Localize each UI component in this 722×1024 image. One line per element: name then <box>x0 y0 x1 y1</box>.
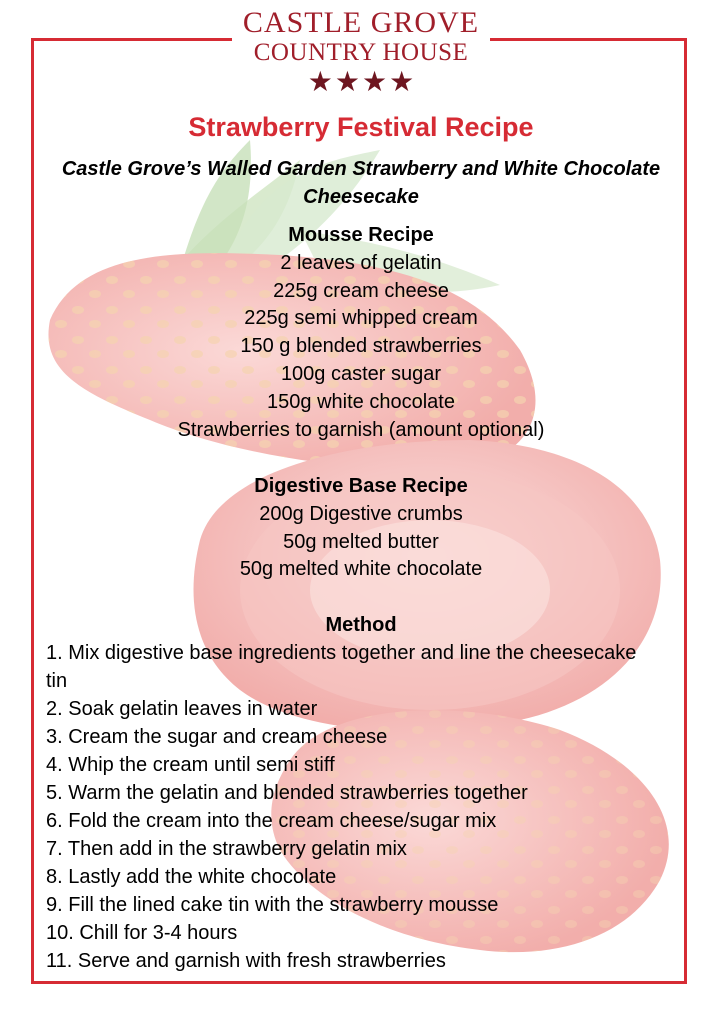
method-step: 7. Then add in the strawberry gelatin mix <box>46 838 407 860</box>
method-step: 6. Fold the cream into the cream cheese/sugar mix <box>46 810 497 832</box>
star-icon: ★ <box>307 66 333 97</box>
castle-grove-logo <box>232 4 490 96</box>
ingredient-item: 225g semi whipped cream <box>244 307 478 330</box>
method-section <box>0 611 722 975</box>
digestive-base-section <box>0 473 722 584</box>
method-step: 9. Fill the lined cake tin with the strawberry mousse <box>46 894 499 916</box>
mousse-heading: Mousse Recipe <box>288 224 434 246</box>
recipe-name: Castle Grove’s Walled Garden Strawberry and White Chocolate Cheesecake <box>61 158 661 208</box>
method-step: 4. Whip the cream until semi stiff <box>46 754 335 776</box>
method-step: 10. Chill for 3-4 hours <box>46 922 238 944</box>
base-heading: Digestive Base Recipe <box>254 475 468 497</box>
ingredient-item: 150g white chocolate <box>267 390 455 413</box>
method-heading: Method <box>325 614 397 636</box>
ingredient-item: 50g melted butter <box>283 530 439 553</box>
ingredient-item: Strawberries to garnish (amount optional) <box>177 418 545 441</box>
star-icon: ★ <box>334 66 360 97</box>
method-step: 3. Cream the sugar and cream cheese <box>46 726 388 748</box>
ingredient-item: 50g melted white chocolate <box>239 558 483 581</box>
ingredient-item: 150 g blended strawberries <box>240 335 482 358</box>
logo-star-rating <box>232 68 490 96</box>
method-step: 2. Soak gelatin leaves in water <box>46 698 318 720</box>
ingredient-item: 225g cream cheese <box>273 279 449 302</box>
method-steps <box>0 639 722 975</box>
logo-subname: COUNTRY HOUSE <box>253 39 469 66</box>
method-step: 11. Serve and garnish with fresh strawberries <box>46 950 446 972</box>
method-step: 8. Lastly add the white chocolate <box>46 866 337 888</box>
ingredient-item: 100g caster sugar <box>280 362 442 385</box>
star-icon: ★ <box>362 66 388 97</box>
ingredient-item: 200g Digestive crumbs <box>259 502 463 525</box>
logo-name: CASTLE GROVE <box>242 6 480 39</box>
ingredient-item: 2 leaves of gelatin <box>280 251 442 274</box>
star-icon: ★ <box>389 66 415 97</box>
method-step: 1. Mix digestive base ingredients together and line the cheesecake tin <box>46 642 637 692</box>
page-title: Strawberry Festival Recipe <box>188 112 534 142</box>
mousse-recipe-section <box>0 222 722 444</box>
method-step: 5. Warm the gelatin and blended strawberries together <box>46 782 528 804</box>
